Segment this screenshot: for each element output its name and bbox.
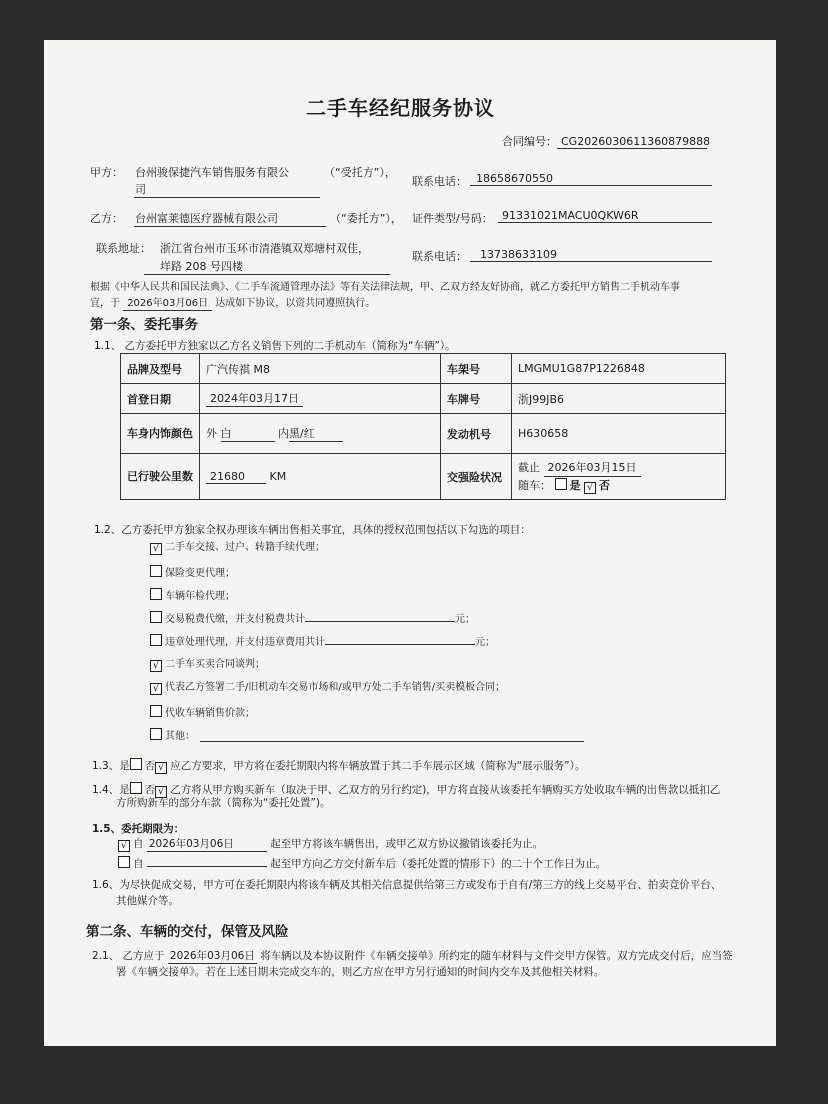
insurance-expiry: 2026年03月15日 (544, 459, 641, 477)
preamble-line-1: 根据《中华人民共和国民法典》、《二手车流通管理办法》等有关法律法规，甲、乙双方经友好协商，就乙方委托甲方销售二手机动车事 (90, 282, 680, 293)
option-violation-suffix: 元； (475, 637, 495, 648)
party-a-name-cont: 司 (135, 183, 146, 196)
option-transfer-label: 二手车交接、过户、转籍手续代理； (165, 542, 325, 553)
option-other-checkbox[interactable] (150, 728, 162, 740)
option-collect-payment-checkbox[interactable] (150, 705, 162, 717)
option-tax-checkbox[interactable] (150, 611, 162, 623)
clause-2-1-prefix: 2.1、 乙方应于 (92, 950, 165, 962)
clause-1-3-yes-box[interactable] (130, 758, 142, 770)
option-violation (150, 634, 495, 649)
color-cell (200, 414, 441, 454)
clause-1-3-no-box[interactable]: √ (155, 762, 167, 774)
plate-value: 浙J99JB6 (512, 384, 726, 414)
registration-date-label: 首登日期 (121, 384, 200, 414)
vin-label: 车架号 (441, 354, 512, 384)
agreement-date: 2026年03月06日 (123, 297, 212, 311)
term-option-1 (118, 838, 543, 852)
term-option-1-prefix: 自 (133, 838, 144, 850)
term-option-2-checkbox[interactable] (118, 856, 130, 868)
with-car-yes-checkbox[interactable] (555, 478, 567, 490)
clause-1-3-text: 应乙方要求，甲方将在委托期限内将车辆放置于其二手车展示区域（简称为“展示服务”）。 (170, 760, 586, 772)
option-tax-label: 交易税费代缴，并支付税费共计 (165, 614, 305, 625)
preamble-line-2 (90, 297, 375, 311)
party-b-phone-label: 联系电话： (412, 250, 467, 263)
preamble-text-a: 宜，于 (90, 298, 120, 309)
clause-1-3 (92, 758, 585, 774)
preamble-text-b: 达成如下协议，以资共同遵照执行。 (215, 298, 376, 309)
mileage-unit: KM (269, 469, 287, 483)
engine-value: H630658 (512, 414, 726, 454)
clause-1-6-cont: 其他媒介等。 (116, 895, 179, 907)
mileage-cell (200, 454, 441, 500)
option-insurance-label: 保险变更代理； (165, 568, 235, 579)
party-b-name: 台州富莱德医疗器械有限公司 (135, 212, 278, 225)
color-label: 车身内饰颜色 (121, 414, 200, 454)
brand-label: 品牌及型号 (121, 354, 200, 384)
contract-document (44, 40, 776, 1046)
clause-1-2: 1.2、乙方委托甲方独家全权办理该车辆出售相关事宜，具体的授权范围包括以下勾选的项目： (94, 524, 531, 536)
party-a-role: （“受托方”）， (324, 166, 396, 179)
handover-date: 2026年03月06日 (169, 950, 255, 962)
option-insurance (150, 565, 235, 580)
color-exterior: 白 (221, 425, 275, 442)
clause-1-3-prefix: 1.3、是 (92, 760, 130, 772)
clause-1-4 (92, 782, 720, 798)
with-car-yes-label: 是 (569, 479, 581, 492)
option-inspection-checkbox[interactable] (150, 588, 162, 600)
option-tax-suffix: 元； (455, 614, 475, 625)
option-other (150, 728, 195, 743)
option-tax (150, 611, 475, 626)
option-transfer (150, 541, 325, 555)
clause-1-4-no-box[interactable]: √ (155, 786, 167, 798)
option-violation-checkbox[interactable] (150, 634, 162, 646)
term-start-date: 2026年03月06日 (147, 838, 267, 852)
term-option-2-text: 起至甲方向乙方交付新车后（委托处置的情形下）的二十个工作日为止。 (270, 858, 607, 870)
clause-1-4-text: 乙方将从甲方购买新车（取决于甲、乙双方的另行约定)，甲方将直接从该委托车辆购买方处收取车辆的出售款以抵扣乙 (170, 784, 721, 796)
party-b-address: 浙江省台州市玉环市清港镇双郑塘村双佳， (160, 242, 369, 255)
clause-1-5-heading: 1.5、委托期限为： (92, 823, 185, 835)
clause-1-1: 1.1、 乙方委托甲方独家以乙方名义销售下列的二手机动车（简称为“车辆”）。 (94, 340, 456, 352)
insurance-cell (512, 454, 726, 500)
vehicle-info-table (120, 353, 726, 500)
party-b-address-label: 联系地址： (96, 242, 151, 255)
with-car-label: 随车： (518, 479, 551, 492)
option-inspection-label: 车辆年检代理； (165, 591, 235, 602)
option-collect-payment (150, 705, 255, 720)
registration-date-value: 2024年03月17日 (206, 390, 303, 407)
clause-1-4-prefix: 1.4、是 (92, 784, 130, 796)
insurance-label: 交强险状况 (441, 454, 512, 500)
party-b-role: （“委托方”）， (330, 212, 402, 225)
party-b-id-label: 证件类型/号码： (412, 212, 493, 225)
article-1-heading: 第一条、委托事务 (90, 317, 198, 333)
option-negotiation-checkbox[interactable]: √ (150, 660, 162, 672)
option-insurance-checkbox[interactable] (150, 565, 162, 577)
document-title: 二手车经纪服务协议 (306, 96, 495, 120)
mileage-label: 已行驶公里数 (121, 454, 200, 500)
clause-2-1-text: 将车辆以及本协议附件《车辆交接单》所约定的随车材料与文件交甲方保管。双方完成交付后，应当签 (260, 950, 733, 962)
term-option-1-text: 起至甲方将该车辆售出，或甲乙双方协议撤销该委托为止。 (270, 838, 544, 850)
term-option-1-checkbox[interactable]: √ (118, 840, 130, 852)
party-a-phone: 18658670550 (476, 172, 553, 185)
option-negotiation-label: 二手车买卖合同谈判； (165, 659, 265, 670)
insurance-prefix: 截止 (518, 461, 540, 474)
vin-value: LMGMU1G87P1226848 (512, 354, 726, 384)
option-violation-label: 违章处理代理，并支付违章费用共计 (165, 637, 325, 648)
party-a-name: 台州骏保捷汽车销售服务有限公 (135, 166, 289, 179)
party-b-address-cont: 垟路 208 号四楼 (160, 260, 243, 273)
mileage-value: 21680 (206, 470, 266, 484)
contract-number (502, 135, 711, 149)
with-car-no-checkbox[interactable]: √ (584, 482, 596, 494)
option-collect-payment-label: 代收车辆销售价款； (165, 708, 255, 719)
party-b-id-number: 91331021MACU0QKW6R (502, 209, 639, 222)
registration-date-cell (200, 384, 441, 414)
party-b-phone: 13738633109 (480, 248, 557, 261)
term-option-2-prefix: 自 (133, 858, 144, 870)
contract-number-label: 合同编号： (502, 135, 557, 148)
clause-1-4-no-label: 否 (144, 784, 156, 796)
color-exterior-prefix: 外 (206, 427, 217, 440)
party-a-phone-label: 联系电话： (412, 175, 467, 188)
brand-value: 广汽传祺 M8 (200, 354, 441, 384)
article-2-heading: 第二条、车辆的交付，保管及风险 (86, 924, 289, 940)
clause-2-1 (92, 950, 733, 964)
with-car-no-label: 否 (599, 479, 610, 492)
clause-1-4-yes-box[interactable] (130, 782, 142, 794)
color-interior: 黑/红 (289, 425, 343, 442)
option-sign-contract-checkbox[interactable]: √ (150, 683, 162, 695)
clause-1-3-no-label: 否 (144, 760, 156, 772)
plate-label: 车牌号 (441, 384, 512, 414)
engine-label: 发动机号 (441, 414, 512, 454)
party-b-label: 乙方： (90, 212, 123, 225)
option-negotiation (150, 658, 265, 672)
clause-2-1-cont: 署《车辆交接单》。若在上述日期未完成交车的，则乙方应在甲方另行通知的时间内交车及其他相关材料。 (116, 966, 605, 978)
option-sign-contract (150, 681, 505, 695)
party-a-label: 甲方： (90, 166, 123, 179)
option-other-label: 其他： (165, 731, 195, 742)
option-inspection (150, 588, 235, 603)
term-option-2 (118, 855, 606, 871)
clause-1-4-cont: 方所购新车的部分车款（简称为“委托处置”)。 (116, 797, 331, 809)
clause-1-6: 1.6、为尽快促成交易，甲方可在委托期限内将该车辆及其相关信息提供给第三方或发布于自有/第三方的线上交易平台、拍卖竞价平台、 (92, 879, 722, 891)
option-sign-contract-label: 代表乙方签署二手/旧机动车交易市场和/或甲方处二手车销售/买卖模板合同； (165, 682, 506, 693)
color-interior-prefix: 内 (278, 427, 289, 440)
contract-number-value: CG2026030611360879888 (557, 135, 707, 149)
option-transfer-checkbox[interactable]: √ (150, 543, 162, 555)
